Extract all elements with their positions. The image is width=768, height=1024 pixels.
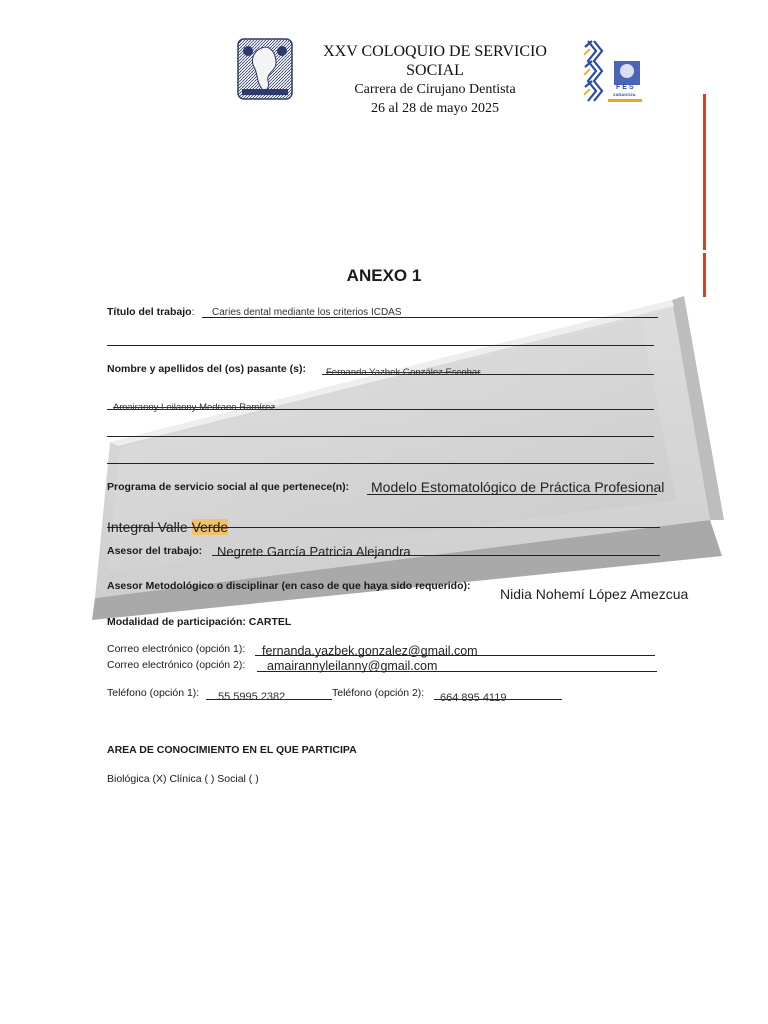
correo1-value[interactable]: fernanda.yazbek.gonzalez@gmail.com (262, 644, 478, 658)
programa-value-2b: Verde (191, 519, 229, 535)
asesor-label: Asesor del trabajo: (107, 545, 203, 557)
asesor-value[interactable]: Negrete García Patricia Alejandra (217, 544, 411, 559)
programa-value-1[interactable]: Modelo Estomatológico de Práctica Profesional (371, 479, 665, 495)
tel2-label: Teléfono (opción 2): (332, 687, 425, 699)
titulo-label-text: Título del trabajo (107, 306, 192, 318)
nombre-label: Nombre y apellidos del (os) pasante (s): (107, 363, 306, 375)
tel1-value[interactable]: 55 5995 2382 (218, 691, 286, 703)
tel2-value[interactable]: 664 895 4119 (440, 692, 507, 704)
programa-line-2 (107, 527, 660, 528)
event-dates: 26 al 28 de mayo 2025 (371, 101, 499, 116)
programa-value-2a: Integral Valle (107, 519, 192, 535)
area-options[interactable]: Biológica (X) Clínica ( ) Social ( ) (107, 773, 259, 785)
modalidad-label: Modalidad de participación: CARTEL (107, 616, 292, 628)
nombre-value-1[interactable]: Fernanda Yazbek González Escobar (326, 367, 481, 378)
correo2-label: Correo electrónico (opción 2): (107, 659, 246, 671)
nombre-value-2[interactable]: Amairanny Leilanny Medrano Ramírez (113, 402, 276, 413)
event-title: XXV COLOQUIO DE SERVICIO SOCIAL (323, 43, 547, 79)
metodologico-label: Asesor Metodológico o disciplinar (en caso de que haya sido requerido): (107, 580, 471, 592)
titulo-label (107, 306, 195, 318)
correo2-value[interactable]: amairannyleilanny@gmail.com (267, 659, 438, 673)
titulo-colon: : (191, 306, 195, 318)
area-title: AREA DE CONOCIMIENTO EN EL QUE PARTICIPA (107, 744, 357, 756)
programa-label: Programa de servicio social al que pertenece(n): (107, 481, 350, 493)
correo1-label: Correo electrónico (opción 1): (107, 643, 246, 655)
metodologico-value[interactable]: Nidia Nohemí López Amezcua (500, 586, 689, 602)
nombre-line-3 (107, 436, 654, 437)
nombre-line-4 (107, 463, 654, 464)
form-title: ANEXO 1 (346, 266, 422, 285)
tel1-label: Teléfono (opción 1): (107, 687, 200, 699)
fes-logo-label: FES (616, 84, 636, 91)
titulo-line-2 (107, 345, 654, 346)
titulo-value[interactable]: Caries dental mediante los criterios ICDAS (212, 307, 402, 318)
fes-logo-sublabel: ZARAGOZA (613, 92, 636, 97)
career-name: Carrera de Cirujano Dentista (354, 82, 516, 97)
